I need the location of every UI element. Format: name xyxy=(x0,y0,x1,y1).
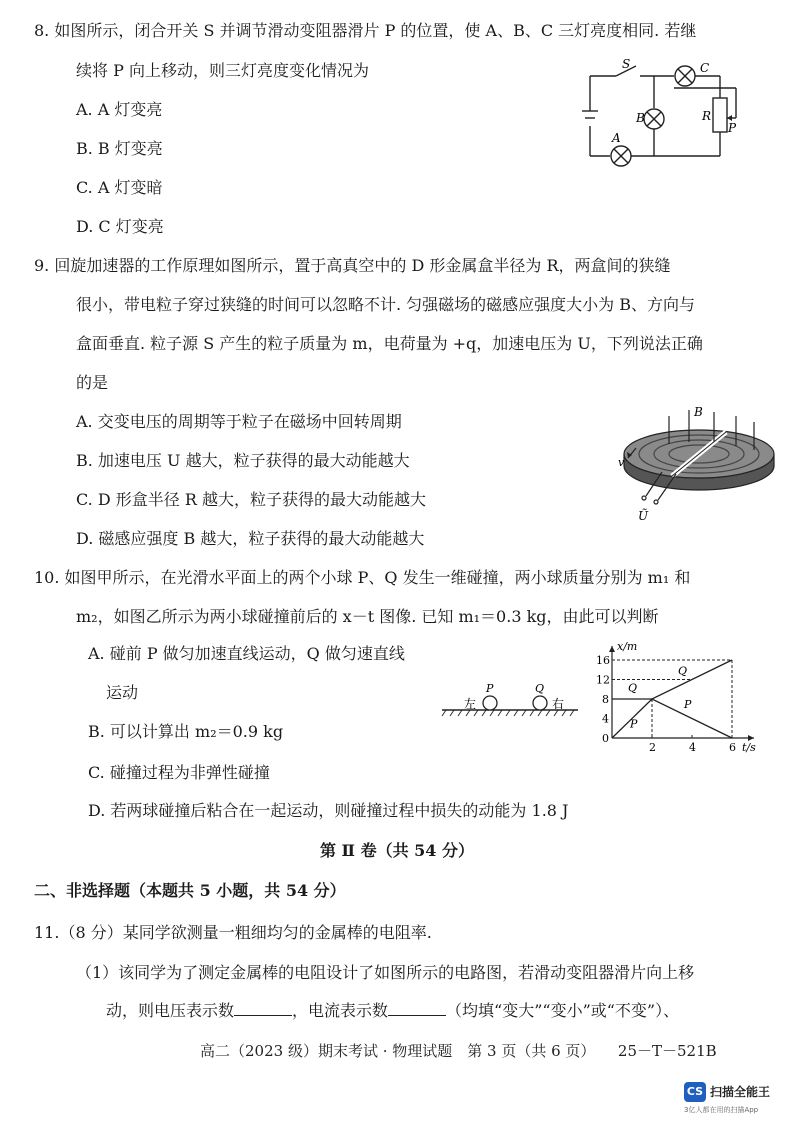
q10-option-b: B. 可以计算出 m₂＝0.9 kg xyxy=(88,722,284,741)
q11-sub2-a: 动，则电压表示数 xyxy=(106,1001,235,1020)
lamp-c-label: C xyxy=(700,61,710,75)
voltage-label: Ũ xyxy=(638,509,649,523)
ball-q xyxy=(533,696,547,710)
scanner-tagline: 3亿人都在用的扫描App xyxy=(684,1106,759,1114)
q8-stem-line2: 续将 P 向上移动，则三灯亮度变化情况为 xyxy=(76,61,369,80)
q9-option-b: B. 加速电压 U 越大，粒子获得的最大动能越大 xyxy=(76,451,410,470)
x-tick-label: 2 xyxy=(649,741,656,754)
scanner-badge xyxy=(684,1080,788,1120)
y-tick-label: 4 xyxy=(602,712,609,726)
q11-sub1: （1）该同学为了测定金属棒的电阻设计了如图所示的电路图，若滑动变阻器滑片向上移 xyxy=(76,963,695,982)
q9-option-d: D. 磁感应强度 B 越大，粒子获得的最大动能越大 xyxy=(76,529,425,548)
q11-sub2 xyxy=(106,1000,679,1022)
ball-p-label: P xyxy=(486,682,494,695)
q9-cyclotron-diagram xyxy=(614,404,784,526)
q8-stem-line1: 8. 如图所示，闭合开关 S 并调节滑动变阻器滑片 P 的位置，使 A、B、C 三灯亮度相同. 若继 xyxy=(34,21,697,40)
scanner-app-name: 扫描全能王 xyxy=(710,1085,771,1099)
q8-circuit-diagram xyxy=(578,56,748,176)
ball-q-label: Q xyxy=(535,682,545,695)
series-Q-label: Q xyxy=(628,681,638,695)
y-tick-label: 12 xyxy=(596,673,610,687)
lamp-b-label: B xyxy=(636,111,645,125)
scanner-logo-icon: CS xyxy=(684,1082,706,1102)
q8-option-b: B. B 灯变亮 xyxy=(76,139,163,158)
q10-stem-line2: m₂，如图乙所示为两小球碰撞前后的 x－t 图像. 已知 m₁＝0.3 kg，由此可以判断 xyxy=(76,607,659,626)
q11-sub2-c: （均填“变大”“变小”或“不变”）、 xyxy=(446,1001,680,1020)
q10-figure-a xyxy=(440,676,580,720)
x-tick-label: 4 xyxy=(689,741,696,754)
y-axis-label: x/m xyxy=(617,640,638,653)
section-title: 第 Ⅱ 卷（共 54 分） xyxy=(319,841,475,860)
ball-p xyxy=(483,696,497,710)
q10-option-c: C. 碰撞过程为非弹性碰撞 xyxy=(88,763,270,782)
q9-stem-line4: 的是 xyxy=(76,373,109,392)
q9-stem-line3: 盒面垂直. 粒子源 S 产生的粒子质量为 m，电荷量为 +q，加速电压为 U，下列说法正确 xyxy=(76,334,703,353)
slider-label: P xyxy=(728,121,737,135)
y-axis-arrow xyxy=(609,646,615,652)
q10-stem-line1: 10. 如图甲所示，在光滑水平面上的两个小球 P、Q 发生一维碰撞，两小球质量分别为 m₁ 和 xyxy=(34,568,691,587)
q9-option-c: C. D 形盒半径 R 越大，粒子获得的最大动能越大 xyxy=(76,490,426,509)
x-axis-label: t/s xyxy=(742,741,756,754)
q9-stem-line1: 9. 回旋加速器的工作原理如图所示，置于高真空中的 D 形金属盒半径为 R，两盒间的狭缝 xyxy=(34,256,671,275)
q8-option-c: C. A 灯变暗 xyxy=(76,178,163,197)
q10-xt-chart xyxy=(590,640,770,756)
field-label: B xyxy=(694,405,703,419)
right-label: 右 xyxy=(552,697,565,711)
velocity-label: v xyxy=(618,456,625,469)
voltage-blank xyxy=(234,1001,292,1016)
q9-stem-line2: 很小，带电粒子穿过狭缝的时间可以忽略不计. 匀强磁场的磁感应强度大小为 B、方向与 xyxy=(76,295,696,314)
current-blank xyxy=(388,1001,446,1016)
q11-sub2-b: ，电流表示数 xyxy=(292,1001,389,1020)
q9-option-a: A. 交变电压的周期等于粒子在磁场中回转周期 xyxy=(76,412,402,431)
series-P-label: P xyxy=(684,697,692,711)
q8-option-a: A. A 灯变亮 xyxy=(76,100,163,119)
section-heading: 二、非选择题（本题共 5 小题，共 54 分） xyxy=(34,881,346,900)
page-footer: 高二（2023 级）期末考试 · 物理试题 第 3 页（共 6 页） 25－T－521B xyxy=(200,1042,717,1060)
x-tick-label: 6 xyxy=(729,741,736,754)
q8-option-d: D. C 灯变亮 xyxy=(76,217,164,236)
origin-label: 0 xyxy=(602,732,609,745)
y-tick-label: 16 xyxy=(596,654,610,667)
resistor-label: R xyxy=(702,109,712,123)
left-label: 左 xyxy=(464,697,477,711)
series-Q-label: Q xyxy=(678,664,688,678)
series-P-label: P xyxy=(630,717,638,731)
y-tick-label: 8 xyxy=(602,693,609,706)
q10-option-d: D. 若两球碰撞后粘合在一起运动，则碰撞过程中损失的动能为 1.8 J xyxy=(88,801,569,820)
q11-stem: 11.（8 分）某同学欲测量一粗细均匀的金属棒的电阻率. xyxy=(34,923,432,942)
q10-option-a-cont: 运动 xyxy=(106,683,139,702)
lamp-a-label: A xyxy=(612,131,621,145)
q10-option-a: A. 碰前 P 做匀加速直线运动，Q 做匀速直线 xyxy=(88,644,405,663)
switch-label: S xyxy=(622,57,631,71)
